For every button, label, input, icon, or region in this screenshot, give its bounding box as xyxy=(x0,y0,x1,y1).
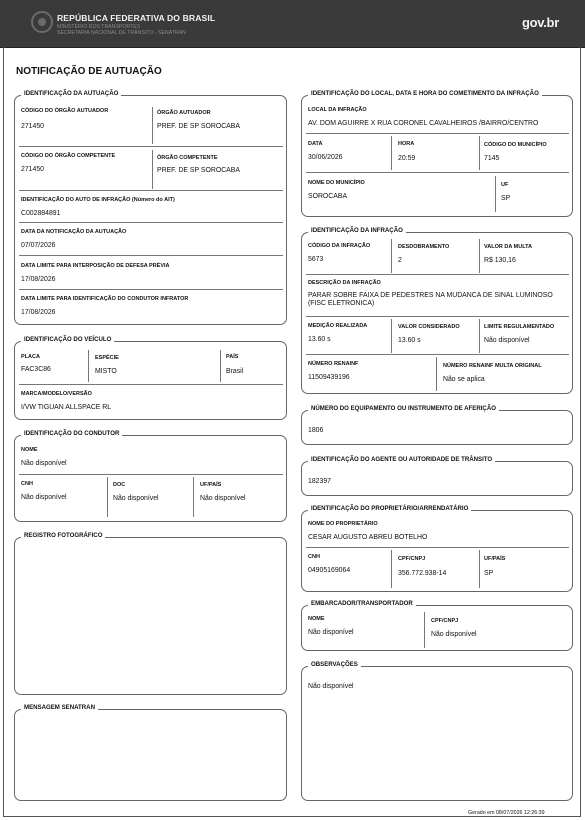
nome-proprietario: CESAR AUGUSTO ABREU BOTELHO xyxy=(308,534,428,541)
codigo-municipio: 7145 xyxy=(484,155,500,162)
mensagem-senatran-section xyxy=(14,704,287,801)
field-label: DESCRIÇÃO DA INFRAÇÃO xyxy=(308,280,381,286)
field-label: CÓDIGO DA INFRAÇÃO xyxy=(308,243,371,249)
divider xyxy=(19,255,283,256)
field-label: PLACA xyxy=(21,354,40,360)
field-label: MARCA/MODELO/VERSÃO xyxy=(21,391,92,397)
numero-ait: C002884891 xyxy=(21,210,61,217)
codigo-orgao-competente: 271450 xyxy=(21,166,44,173)
divider xyxy=(19,190,283,191)
limite-condutor: 17/08/2026 xyxy=(21,309,56,316)
section-title: IDENTIFICAÇÃO DA AUTUAÇÃO xyxy=(21,90,121,97)
field-label: DOC xyxy=(113,482,126,488)
divider xyxy=(19,146,283,147)
agente-section xyxy=(301,456,573,496)
field-label: DATA xyxy=(308,141,323,147)
observacoes-text: Não disponível xyxy=(308,683,354,690)
divider xyxy=(107,477,108,517)
field-label: CNH xyxy=(308,554,320,560)
divider xyxy=(495,176,496,212)
condutor-section xyxy=(14,430,287,522)
divider xyxy=(88,350,89,382)
observacoes-section xyxy=(301,661,573,801)
data-infracao: 30/06/2026 xyxy=(308,154,343,161)
field-label: CPF/CNPJ xyxy=(398,556,426,562)
divider xyxy=(306,274,569,275)
divider xyxy=(19,384,283,385)
field-label: VALOR CONSIDERADO xyxy=(398,324,460,330)
especie: MISTO xyxy=(95,368,117,375)
section-title: IDENTIFICAÇÃO DO AGENTE OU AUTORIDADE DE TRÂNSITO xyxy=(308,456,495,463)
divider xyxy=(306,316,569,317)
limite-regulamentado: Não disponível xyxy=(484,337,530,344)
header-ministry: MINISTÉRIO DOS TRANSPORTES xyxy=(57,24,141,30)
field-label: NÚMERO RENAINF MULTA ORIGINAL xyxy=(443,363,542,369)
placa: FAC3C86 xyxy=(21,366,51,373)
codigo-infracao: 5673 xyxy=(308,256,324,263)
divider xyxy=(391,239,392,273)
divider xyxy=(479,136,480,170)
codigo-orgao-autuador: 271450 xyxy=(21,123,44,130)
field-label: UF/PAÍS xyxy=(200,482,222,488)
field-label: NOME DO PROPRIETÁRIO xyxy=(308,521,378,527)
field-label: NOME DO MUNICÍPIO xyxy=(308,180,365,186)
generated-timestamp: Gerado em 08/07/2026 12:26:39 xyxy=(468,810,545,816)
field-label: UF/PAÍS xyxy=(484,556,506,562)
renainf-multa-original: Não se aplica xyxy=(443,376,485,383)
limite-defesa: 17/08/2026 xyxy=(21,276,56,283)
autuacao-section xyxy=(14,90,287,325)
divider xyxy=(306,133,569,134)
field-label: NOME xyxy=(21,447,38,453)
field-label: UF xyxy=(501,182,509,188)
divider xyxy=(424,612,425,648)
marca-modelo: I/VW TIGUAN ALLSPACE RL xyxy=(21,404,112,411)
section-title: EMBARCADOR/TRANSPORTADOR xyxy=(308,600,416,607)
divider xyxy=(19,222,283,223)
field-label: CNH xyxy=(21,481,33,487)
cnh-proprietario: 04905169064 xyxy=(308,567,351,574)
orgao-competente: PREF. DE SP SOROCABA xyxy=(157,167,240,174)
field-label: ESPÉCIE xyxy=(95,355,119,361)
nome-condutor: Não disponível xyxy=(21,460,67,467)
doc-condutor: Não disponível xyxy=(113,495,159,502)
divider xyxy=(306,547,569,548)
section-title: IDENTIFICAÇÃO DO VEÍCULO xyxy=(21,336,114,343)
section-title: IDENTIFICAÇÃO DO LOCAL, DATA E HORA DO COMETIMENTO DA INFRAÇÃO xyxy=(308,90,542,97)
valor-considerado: 13.60 s xyxy=(398,337,421,344)
field-label: LOCAL DA INFRAÇÃO xyxy=(308,107,367,113)
field-label: DATA DA NOTIFICAÇÃO DA AUTUAÇÃO xyxy=(21,229,127,235)
pais: Brasil xyxy=(226,368,244,375)
equipamento-section xyxy=(301,405,573,445)
data-notificacao: 07/07/2026 xyxy=(21,242,56,249)
numero-equipamento: 1806 xyxy=(308,427,324,434)
header-country: REPÚBLICA FEDERATIVA DO BRASIL xyxy=(57,13,216,23)
divider xyxy=(436,357,437,391)
proprietario-section xyxy=(301,505,573,592)
divider xyxy=(193,477,194,517)
nome-municipio: SOROCABA xyxy=(308,193,348,200)
hora-infracao: 20:59 xyxy=(398,155,416,162)
govbr-logo: gov.br xyxy=(522,15,559,30)
divider xyxy=(19,289,283,290)
field-label: NÚMERO RENAINF xyxy=(308,361,359,367)
header-secretariat: SECRETARIA NACIONAL DE TRÂNSITO - SENATRAN xyxy=(57,30,186,36)
divider xyxy=(479,319,480,353)
local-section xyxy=(301,90,573,217)
cpf-proprietario: 356.772.938-14 xyxy=(398,570,447,577)
divider xyxy=(220,350,221,382)
divider xyxy=(306,354,569,355)
divider xyxy=(19,474,283,475)
section-title: MENSAGEM SENATRAN xyxy=(21,704,98,711)
uf-proprietario: SP xyxy=(484,570,494,577)
field-label: LIMITE REGULAMENTADO xyxy=(484,324,555,330)
field-label: CÓDIGO DO ÓRGÃO AUTUADOR xyxy=(21,108,109,114)
field-label: CPF/CNPJ xyxy=(431,618,459,624)
field-label: DESDOBRAMENTO xyxy=(398,244,450,250)
section-title: IDENTIFICAÇÃO DO PROPRIETÁRIO/ARRENDATÁRIO xyxy=(308,505,471,512)
nome-embarcador: Não disponível xyxy=(308,629,354,636)
uf-infracao: SP xyxy=(501,195,511,202)
section-title: IDENTIFICAÇÃO DA INFRAÇÃO xyxy=(308,227,406,234)
field-label: ÓRGÃO COMPETENTE xyxy=(157,155,218,161)
divider xyxy=(479,239,480,273)
registro-fotografico-section xyxy=(14,532,287,695)
field-label: HORA xyxy=(398,141,415,147)
divider xyxy=(391,319,392,353)
document-title: NOTIFICAÇÃO DE AUTUAÇÃO xyxy=(16,66,162,77)
cnh-condutor: Não disponível xyxy=(21,494,67,501)
cpf-embarcador: Não disponível xyxy=(431,631,477,638)
infracao-section xyxy=(301,227,573,394)
field-label: VALOR DA MULTA xyxy=(484,244,533,250)
divider xyxy=(391,550,392,588)
divider xyxy=(391,136,392,170)
field-label: NOME xyxy=(308,616,325,622)
divider xyxy=(479,550,480,588)
field-label: DATA LIMITE PARA INTERPOSIÇÃO DE DEFESA PRÉVIA xyxy=(21,263,170,269)
field-label: DATA LIMITE PARA IDENTIFICAÇÃO DO CONDUTOR INFRATOR xyxy=(21,296,189,302)
embarcador-section xyxy=(301,600,573,651)
section-title: REGISTRO FOTOGRÁFICO xyxy=(21,532,105,539)
field-label: CÓDIGO DO MUNICÍPIO xyxy=(484,142,547,148)
section-title: NÚMERO DO EQUIPAMENTO OU INSTRUMENTO DE AFERIÇÃO xyxy=(308,405,499,412)
divider xyxy=(152,150,153,189)
numero-agente: 182397 xyxy=(308,478,331,485)
gov-header xyxy=(0,0,585,48)
orgao-autuador: PREF. DE SP SOROCABA xyxy=(157,123,240,130)
veiculo-section xyxy=(14,336,287,420)
field-label: ÓRGÃO AUTUADOR xyxy=(157,110,211,116)
divider xyxy=(152,107,153,144)
uf-condutor: Não disponível xyxy=(200,495,246,502)
section-title: OBSERVAÇÕES xyxy=(308,661,361,668)
valor-multa: R$ 130,16 xyxy=(484,257,516,264)
divider xyxy=(306,172,569,173)
field-label: CÓDIGO DO ÓRGÃO COMPETENTE xyxy=(21,153,116,159)
field-label: MEDIÇÃO REALIZADA xyxy=(308,323,368,329)
desdobramento: 2 xyxy=(398,257,402,264)
section-title: IDENTIFICAÇÃO DO CONDUTOR xyxy=(21,430,122,437)
descricao-infracao: PARAR SOBRE FAIXA DE PEDESTRES NA MUDANCA DE SINAL LUMINOSO (FISC ELETRONICA) xyxy=(308,292,553,307)
local-infracao: AV. DOM AGUIRRE X RUA CORONEL CAVALHEIROS /BAIRRO/CENTRO xyxy=(308,120,539,127)
medicao-realizada: 13.60 s xyxy=(308,336,331,343)
field-label: PAÍS xyxy=(226,354,239,360)
numero-renainf: 11509439196 xyxy=(308,374,350,381)
coat-of-arms-icon xyxy=(31,11,53,33)
field-label: IDENTIFICAÇÃO DO AUTO DE INFRAÇÃO (Número do AIT) xyxy=(21,197,175,203)
